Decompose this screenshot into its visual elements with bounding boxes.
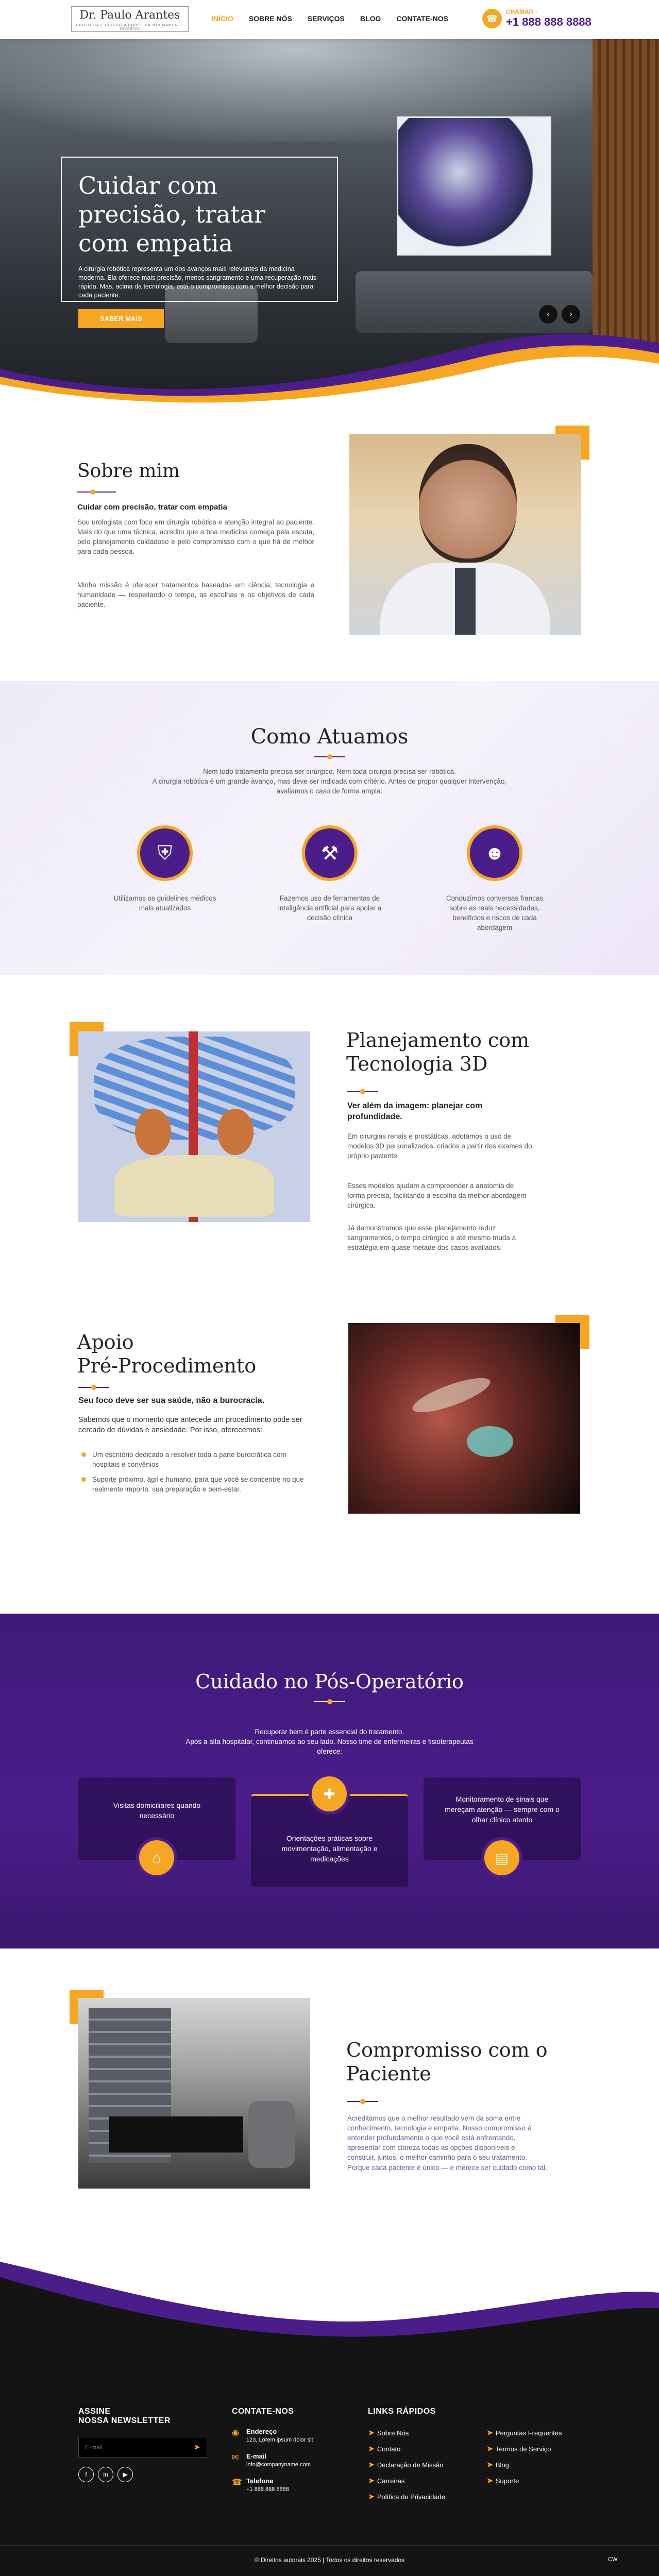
- list-item: [78, 1450, 310, 1469]
- site-footer: [0, 2257, 659, 2576]
- main-nav: [211, 14, 464, 23]
- about-title: Sobre mim: [77, 461, 180, 482]
- address-label: Endereço: [246, 2428, 277, 2435]
- planejamento-section: [0, 975, 659, 1294]
- home-care-icon: ⌂: [136, 1837, 177, 1878]
- atuamos-line2: A cirurgia robótica é um grande avanço, mas deve ser indicada com critério. Antes de propor qualquer intervenção,: [152, 777, 507, 785]
- hero-section: [0, 39, 659, 403]
- contact-title: CONTATE-NOS: [232, 2407, 294, 2416]
- compromisso-p1: Acreditamos que o melhor resultado vem da soma entre conhecimento, tecnologia e empatia. Nosso compromisso é entender profundamente o que você está enfrentando, apresentar com clareza todas as opções disponíveis e construir, juntos, o melhor caminho para o seu tratamento.: [347, 2114, 532, 2161]
- footer-link[interactable]: Carreiras: [377, 2477, 405, 2485]
- pos-title: Cuidado no Pós-Operatório: [195, 1670, 464, 1693]
- email-label: E-mail: [246, 2452, 267, 2460]
- nav-servicos[interactable]: SERVIÇOS: [307, 14, 345, 23]
- email-row: [232, 2452, 313, 2468]
- footer-divider: [0, 2545, 659, 2546]
- planejamento-p2: Esses modelos ajudam a compreender a anatomia de forma precisa, facilitando a escolha da melhor abordagem cirúrgica.: [347, 1182, 527, 1209]
- atuamos-item-2: [273, 825, 386, 923]
- compromisso-p2: Porque cada paciente é único — e merece ser cuidado como tal.: [347, 2164, 547, 2172]
- links-block: [368, 2407, 589, 2507]
- nav-contato[interactable]: CONTATE-NOS: [396, 14, 448, 23]
- hero-button[interactable]: SABER MAIS: [78, 309, 164, 328]
- monitor-icon: ▤: [481, 1837, 522, 1878]
- nav-sobre[interactable]: SOBRE NÓS: [248, 14, 292, 23]
- planejamento-divider: [347, 1089, 365, 1094]
- planejamento-p3: Já demonstramos que esse planejamento reduz sangramentos, o tempo cirúrgico e até mesmo muda a estratégia em quase metade dos casos avaliados.: [347, 1224, 516, 1251]
- apoio-bullets: [78, 1450, 310, 1494]
- logo[interactable]: [71, 6, 189, 32]
- call-number[interactable]: +1 888 888 8888: [506, 15, 592, 28]
- bullet-icon: [81, 1452, 86, 1457]
- about-divider: [77, 489, 116, 495]
- pos-card-text: Visitas domiciliares quando necessário: [113, 1801, 201, 1820]
- hero-title: Cuidar com precisão, tratar com empatia: [78, 172, 265, 257]
- atuamos-item-3: [438, 825, 551, 933]
- apoio-subtitle: Seu foco deve ser sua saúde, não a burocracia.: [78, 1396, 265, 1405]
- atuamos-item-1: [108, 825, 222, 913]
- planejamento-p1: Em cirurgias renais e prostáticas, adotamos o uso de modelos 3D personalizados, criados a partir dos exames do próprio paciente.: [347, 1132, 532, 1160]
- newsletter-block: [78, 2407, 207, 2482]
- guidance-icon: ✚: [309, 1773, 350, 1815]
- atuamos-item-text: Conduzimos conversas francas sobre as reais necessidades, benefícios e riscos de cada abordagem: [446, 894, 544, 931]
- pos-line1: Recuperar bem é parte essencial do tratamento.: [255, 1728, 404, 1736]
- call-widget[interactable]: [482, 8, 592, 29]
- apoio-divider: [78, 1385, 96, 1390]
- next-slide-icon[interactable]: ›: [562, 305, 580, 324]
- address-value: 123, Lorem ipsum dolor sit: [246, 2437, 313, 2443]
- shield-leaf-icon: ⛨: [137, 825, 193, 881]
- footer-link[interactable]: Política de Privacidade: [377, 2493, 446, 2501]
- wall-painting: [397, 116, 551, 256]
- phone-icon: ☎: [232, 2478, 242, 2487]
- hero-text: A cirurgia robótica representa um dos avanços mais relevantes da medicina moderna. Ela oferece mais precisão, menos sangramento e uma recuperação mais rápida. Mas, acima da tecnologia, está o compromisso com a melhor decisão para cada paciente.: [78, 265, 317, 299]
- office-photo: [78, 1998, 310, 2189]
- phone-value[interactable]: +1 888 888 8888: [246, 2486, 289, 2493]
- about-p2: Minha missão é oferecer tratamentos baseados em ciência, tecnologia e humanidade — respeitando o tempo, as escolhas e os objetivos de cada paciente.: [77, 581, 314, 608]
- facebook-icon[interactable]: f: [78, 2467, 94, 2482]
- email-field[interactable]: [85, 2444, 183, 2451]
- footer-link[interactable]: Sobre Nós: [377, 2429, 409, 2437]
- doctor-photo: [349, 434, 581, 635]
- apoio-title-1: Apoio: [77, 1331, 134, 1353]
- address-row: [232, 2428, 313, 2443]
- list-item: [78, 1475, 310, 1494]
- atuamos-line3: avaliamos o caso de forma ampla:: [276, 787, 383, 795]
- linkedin-icon[interactable]: in: [98, 2467, 113, 2482]
- pos-divider: [314, 1699, 332, 1704]
- phone-row: [232, 2477, 313, 2493]
- send-icon[interactable]: ➤: [193, 2443, 200, 2452]
- newsletter-title-2: NOSSA NEWSLETTER: [78, 2416, 171, 2425]
- atuamos-item-text: Utilizamos os guidelines médicos mais atualizados: [113, 894, 216, 912]
- pos-card-3: [424, 1777, 581, 1866]
- location-icon: ◉: [232, 2429, 239, 2437]
- about-section: [0, 403, 659, 681]
- social-icons: [78, 2467, 207, 2482]
- footer-link[interactable]: Declaração de Missão: [377, 2461, 444, 2469]
- planejamento-title: Planejamento com Tecnologia 3D: [346, 1029, 530, 1075]
- apoio-p1: Sabemos que o momento que antecede um procedimento pode ser cercado de dúvidas e ansiedade. Por isso, oferecemos:: [78, 1416, 302, 1434]
- apoio-title-2: Pré-Procedimento: [77, 1354, 257, 1377]
- atuamos-title: Como Atuamos: [250, 725, 409, 749]
- apoio-section: [0, 1294, 659, 1614]
- logo-title: Dr. Paulo Arantes: [79, 9, 180, 22]
- mail-icon: ✉: [232, 2453, 239, 2462]
- email-field-wrapper: [78, 2437, 207, 2458]
- tools-icon: ⚒: [302, 825, 358, 881]
- email-value[interactable]: info@companyname.com: [246, 2462, 311, 2468]
- phone-icon: ☎: [482, 9, 502, 28]
- prev-slide-icon[interactable]: ‹: [539, 305, 557, 324]
- atuamos-item-text: Fazemos uso de ferramentas de inteligência artificial para apoiar a decisão clínica: [278, 894, 382, 922]
- ceiling-light: [0, 39, 659, 142]
- footer-link[interactable]: Suporte: [495, 2477, 519, 2485]
- site-header: [0, 0, 659, 39]
- copyright: © Direitos autorais 2025 | Todos os direitos reservados: [254, 2556, 405, 2564]
- pos-section: [0, 1614, 659, 1948]
- compromisso-title: Compromisso com o Paciente: [346, 2039, 548, 2085]
- sofa: [356, 271, 593, 333]
- atuamos-line1: Nem todo tratamento precisa ser cirúrgico. Nem toda cirurgia precisa ser robótica.: [203, 768, 456, 775]
- contact-block: [232, 2407, 313, 2493]
- footer-wave: [0, 2257, 659, 2360]
- phone-label: Telefone: [246, 2477, 274, 2485]
- about-p1: Sou urologista com foco em cirurgia robótica e atenção integral ao paciente. Mais do que uma técnica, acredito que a boa medicina começa pela escuta, pelo planejamento cuidadoso e pelo compromisso com o que há de melhor para cada pessoa.: [77, 518, 314, 555]
- footer-link[interactable]: Blog: [495, 2461, 509, 2469]
- compromisso-section: [0, 1948, 659, 2258]
- bullet-icon: [81, 1477, 86, 1482]
- nav-inicio[interactable]: INÍCIO: [211, 14, 233, 23]
- links-title: LINKS RÁPIDOS: [368, 2407, 436, 2416]
- pos-card-2: [251, 1786, 408, 1887]
- 3d-model-image: [78, 1031, 310, 1222]
- hero-wave: [0, 328, 659, 403]
- conversation-icon: ☻: [467, 825, 522, 881]
- links-col-1: ➤ Sobre Nós ➤ Contato ➤ Declaração de Missão ➤ Carreiras ➤ Política de Privacidade: [368, 2429, 446, 2501]
- footer-link[interactable]: Termos de Serviço: [495, 2445, 551, 2453]
- compromisso-divider: [347, 2099, 365, 2104]
- about-subtitle: Cuidar com precisão, tratar com empatia: [77, 503, 227, 512]
- youtube-icon[interactable]: ▶: [117, 2467, 133, 2482]
- planejamento-subtitle: Ver além da imagem: planejar com profundidade.: [347, 1101, 483, 1121]
- footer-link[interactable]: Perguntas Frequentes: [495, 2429, 562, 2437]
- atuamos-divider: [314, 754, 332, 759]
- nav-blog[interactable]: BLOG: [360, 14, 381, 23]
- pos-card-1: [78, 1777, 235, 1866]
- corner-badge: CW: [608, 2556, 618, 2563]
- surgery-photo: [348, 1323, 580, 1514]
- newsletter-title-1: ASSINE: [78, 2407, 111, 2416]
- pos-line2: Após a alta hospitalar, continuamos ao seu lado. Nosso time de enfermeiras e fisioterapeutas: [185, 1738, 474, 1745]
- links-col-2: ➤ Perguntas Frequentes ➤ Termos de Serviço ➤ Blog ➤ Suporte: [486, 2429, 562, 2485]
- logo-subtitle: UROLOGIA E CIRURGIA ROBÓTICA MINIMAMENTE INVASIVA: [76, 24, 184, 31]
- bullet-text: Um escritório dedicado a resolver toda a parte burocrática com hospitais e convênios: [92, 1451, 286, 1468]
- atuamos-section: [0, 681, 659, 975]
- pos-card-text: Orientações práticas sobre movimentação, alimentação e medicações: [281, 1834, 378, 1863]
- call-label: CHAMAR :: [506, 8, 537, 15]
- hero-textbox: [61, 157, 338, 323]
- pos-line3: oferece:: [317, 1748, 342, 1755]
- bullet-text: Suporte próximo, ágil e humano, para que você se concentre no que realmente importa: sua preparação e bem-estar.: [92, 1476, 304, 1493]
- footer-link[interactable]: Contato: [377, 2445, 401, 2453]
- pos-card-text: Monitoramento de sinais que mereçam atenção — sempre com o olhar clínico atento: [445, 1795, 560, 1824]
